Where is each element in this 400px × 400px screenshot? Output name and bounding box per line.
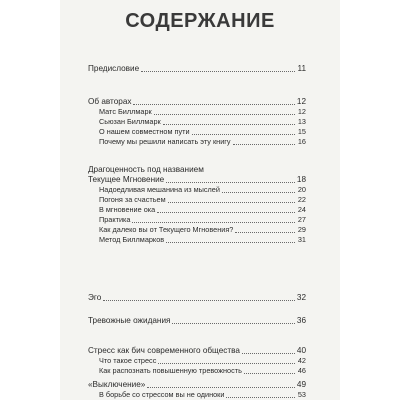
dot-leader: [147, 387, 295, 388]
toc-subentry[interactable]: [88, 390, 306, 400]
page-title: СОДЕРЖАНИЕ: [125, 10, 275, 32]
dot-leader: [166, 182, 295, 183]
toc-section-switch-off: [88, 380, 306, 400]
toc-subentry[interactable]: [88, 235, 306, 245]
toc-entry[interactable]: [88, 97, 306, 107]
toc-section-present-moment: [88, 165, 306, 245]
toc-entry[interactable]: [88, 346, 306, 356]
toc-entry[interactable]: [88, 380, 306, 390]
toc-entry[interactable]: [88, 175, 306, 185]
toc-page-number: 20: [297, 185, 306, 194]
toc-page-number: 12: [296, 97, 306, 106]
dot-leader: [163, 124, 295, 125]
dot-leader: [192, 134, 295, 135]
toc-entry[interactable]: [88, 316, 306, 326]
toc-page-number: 27: [297, 215, 306, 224]
toc-subentry[interactable]: [88, 107, 306, 117]
toc-subentry[interactable]: [88, 117, 306, 127]
toc-page-number: 24: [297, 205, 306, 214]
toc-entry-label: Погоня за счастьем: [99, 195, 166, 204]
toc-entry-label: Как распознать повышенную тревожность: [99, 366, 242, 375]
toc-entry-label: Тревожные ожидания: [88, 316, 171, 325]
toc-section-anxious: [88, 316, 306, 326]
toc-page-number: 22: [297, 195, 306, 204]
toc-section-preface: [88, 64, 306, 74]
toc-entry-label: Матс Биллмарк: [99, 107, 152, 116]
toc-page-number: 42: [297, 356, 306, 365]
dot-leader: [233, 144, 295, 145]
toc-entry-label: В борьбе со стрессом вы не одиноки: [99, 390, 225, 399]
toc-entry-label: О нашем совместном пути: [99, 127, 190, 136]
toc-section-authors: [88, 97, 306, 147]
toc-page-number: 49: [296, 380, 306, 389]
toc-page-number: 29: [297, 225, 306, 234]
toc-entry-label: Что такое стресс: [99, 356, 157, 365]
toc-entry-label: Надоедливая мешанина из мыслей: [99, 185, 220, 194]
toc-entry[interactable]: [88, 293, 306, 303]
toc-subentry[interactable]: [88, 205, 306, 215]
toc-page-number: 53: [297, 390, 306, 399]
toc-subentry[interactable]: [88, 127, 306, 137]
page-margin-right: [340, 0, 400, 400]
dot-leader: [244, 373, 295, 374]
dot-leader: [154, 114, 295, 115]
toc-entry-label: В мгновение ока: [99, 205, 156, 214]
toc-entry-label: Стресс как бич современного общества: [88, 346, 240, 355]
toc-page-number: 46: [297, 366, 306, 375]
toc-subentry[interactable]: [88, 225, 306, 235]
toc-entry[interactable]: [88, 64, 306, 74]
toc-page-number: 31: [297, 235, 306, 244]
dot-leader: [158, 363, 295, 364]
dot-leader: [168, 202, 295, 203]
toc-page-number: 15: [297, 127, 306, 136]
dot-leader: [133, 104, 294, 105]
toc-entry-label: Метод Биллмарков: [99, 235, 165, 244]
toc-page-number: 13: [297, 117, 306, 126]
toc-page-number: 18: [296, 175, 306, 184]
toc-entry-label: Об авторах: [88, 97, 132, 106]
dot-leader: [235, 232, 295, 233]
toc-entry-label: Предисловие: [88, 64, 140, 73]
toc-section-stress: [88, 346, 306, 376]
dot-leader: [157, 212, 295, 213]
toc-page-number: 36: [296, 316, 306, 325]
toc-entry-label: Сьюзан Биллмарк: [99, 117, 161, 126]
toc-subentry[interactable]: [88, 137, 306, 147]
dot-leader: [103, 300, 295, 301]
toc-entry-label: Практика: [99, 215, 131, 224]
toc-entry-label: Текущее Мгновение: [88, 175, 165, 184]
dot-leader: [166, 242, 295, 243]
toc-page-number: 12: [297, 107, 306, 116]
dot-leader: [226, 397, 295, 398]
dot-leader: [222, 192, 295, 193]
toc-subentry[interactable]: [88, 366, 306, 376]
dot-leader: [242, 353, 295, 354]
toc-subentry[interactable]: [88, 185, 306, 195]
toc-entry-label: «Выключение»: [88, 380, 146, 389]
toc-section-ego: [88, 293, 306, 303]
toc-subentry[interactable]: [88, 195, 306, 205]
toc-page-number: 40: [296, 346, 306, 355]
toc-page-number: 16: [297, 137, 306, 146]
toc-subentry[interactable]: [88, 356, 306, 366]
page-margin-left: [0, 0, 60, 400]
toc-subentry[interactable]: [88, 215, 306, 225]
toc-page-number: 11: [297, 64, 306, 73]
toc-entry-label: Почему мы решили написать эту книгу: [99, 137, 231, 146]
toc-entry-label: Как далеко вы от Текущего Мгновения?: [99, 225, 234, 234]
toc-page-number: 32: [296, 293, 306, 302]
dot-leader: [132, 222, 295, 223]
toc-entry-label: Эго: [88, 293, 102, 302]
dot-leader: [141, 71, 295, 72]
dot-leader: [172, 323, 294, 324]
toc-entry-label[interactable]: Драгоценность под названием: [88, 165, 204, 174]
